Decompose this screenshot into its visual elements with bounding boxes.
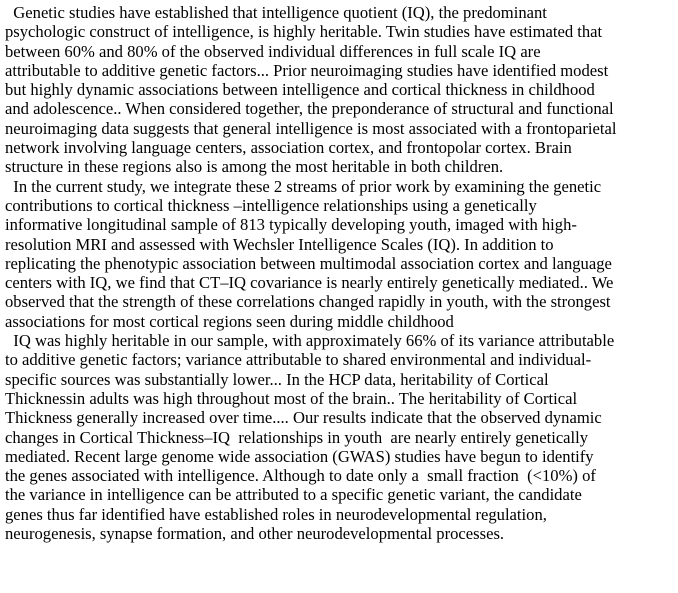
text-line: mediated. Recent large genome wide association (GWAS) studies have begun to identify	[5, 446, 594, 466]
text-line: associations for most cortical regions seen during middle childhood	[5, 311, 454, 331]
paragraph-current-study	[5, 177, 675, 331]
text-line: changes in Cortical Thickness–IQ relationships in youth are nearly entirely genetically	[5, 427, 589, 447]
text-line: In the current study, we integrate these 2 streams of prior work by examining the genetic	[5, 176, 602, 196]
text-line: psychologic construct of intelligence, is highly heritable. Twin studies have estimated that	[5, 22, 603, 42]
text-line: specific sources was substantially lower... In the HCP data, heritability of Cortical	[5, 369, 549, 389]
text-line: informative longitudinal sample of 813 typically developing youth, imaged with high-	[5, 215, 577, 235]
text-line: genes thus far identified have established roles in neurodevelopmental regulation,	[5, 504, 547, 524]
text-line: IQ was highly heritable in our sample, with approximately 66% of its variance attributable	[5, 331, 615, 351]
text-line: between 60% and 80% of the observed individual differences in full scale IQ are	[5, 41, 541, 61]
document-body	[5, 3, 675, 543]
text-line: network involving language centers, association cortex, and frontopolar cortex. Brain	[5, 138, 572, 158]
text-line: to additive genetic factors; variance attributable to shared environmental and individual-	[5, 350, 592, 370]
text-line: Thicknessin adults was high throughout most of the brain.. The heritability of Cortical	[5, 388, 578, 408]
paragraph-genetic-studies	[5, 3, 675, 177]
text-line: Thickness generally increased over time.... Our results indicate that the observed dynamic	[5, 408, 602, 428]
text-line: observed that the strength of these correlations changed rapidly in youth, with the strongest	[5, 292, 611, 312]
text-line: resolution MRI and assessed with Wechsler Intelligence Scales (IQ). In addition to	[5, 234, 554, 254]
text-line: replicating the phenotypic association between multimodal association cortex and language	[5, 253, 612, 273]
text-line: structure in these regions also is among the most heritable in both children.	[5, 157, 504, 177]
text-line: the genes associated with intelligence. Although to date only a small fraction (<10%) of	[5, 466, 596, 486]
text-line: neurogenesis, synapse formation, and other neurodevelopmental processes.	[5, 524, 505, 544]
text-line: contributions to cortical thickness –intelligence relationships using a genetically	[5, 195, 537, 215]
paragraph-iq-heritability	[5, 331, 675, 543]
text-line: neuroimaging data suggests that general intelligence is most associated with a frontoparietal	[5, 118, 617, 138]
text-line: but highly dynamic associations between intelligence and cortical thickness in childhood	[5, 80, 595, 100]
text-line: and adolescence.. When considered together, the preponderance of structural and functional	[5, 99, 614, 119]
text-line: centers with IQ, we find that CT–IQ covariance is nearly entirely genetically mediated.. We	[5, 273, 614, 293]
text-line: the variance in intelligence can be attributed to a specific genetic variant, the candidate	[5, 485, 582, 505]
text-line: Genetic studies have established that intelligence quotient (IQ), the predominant	[5, 3, 547, 22]
text-line: attributable to additive genetic factors... Prior neuroimaging studies have identified modest	[5, 60, 609, 80]
